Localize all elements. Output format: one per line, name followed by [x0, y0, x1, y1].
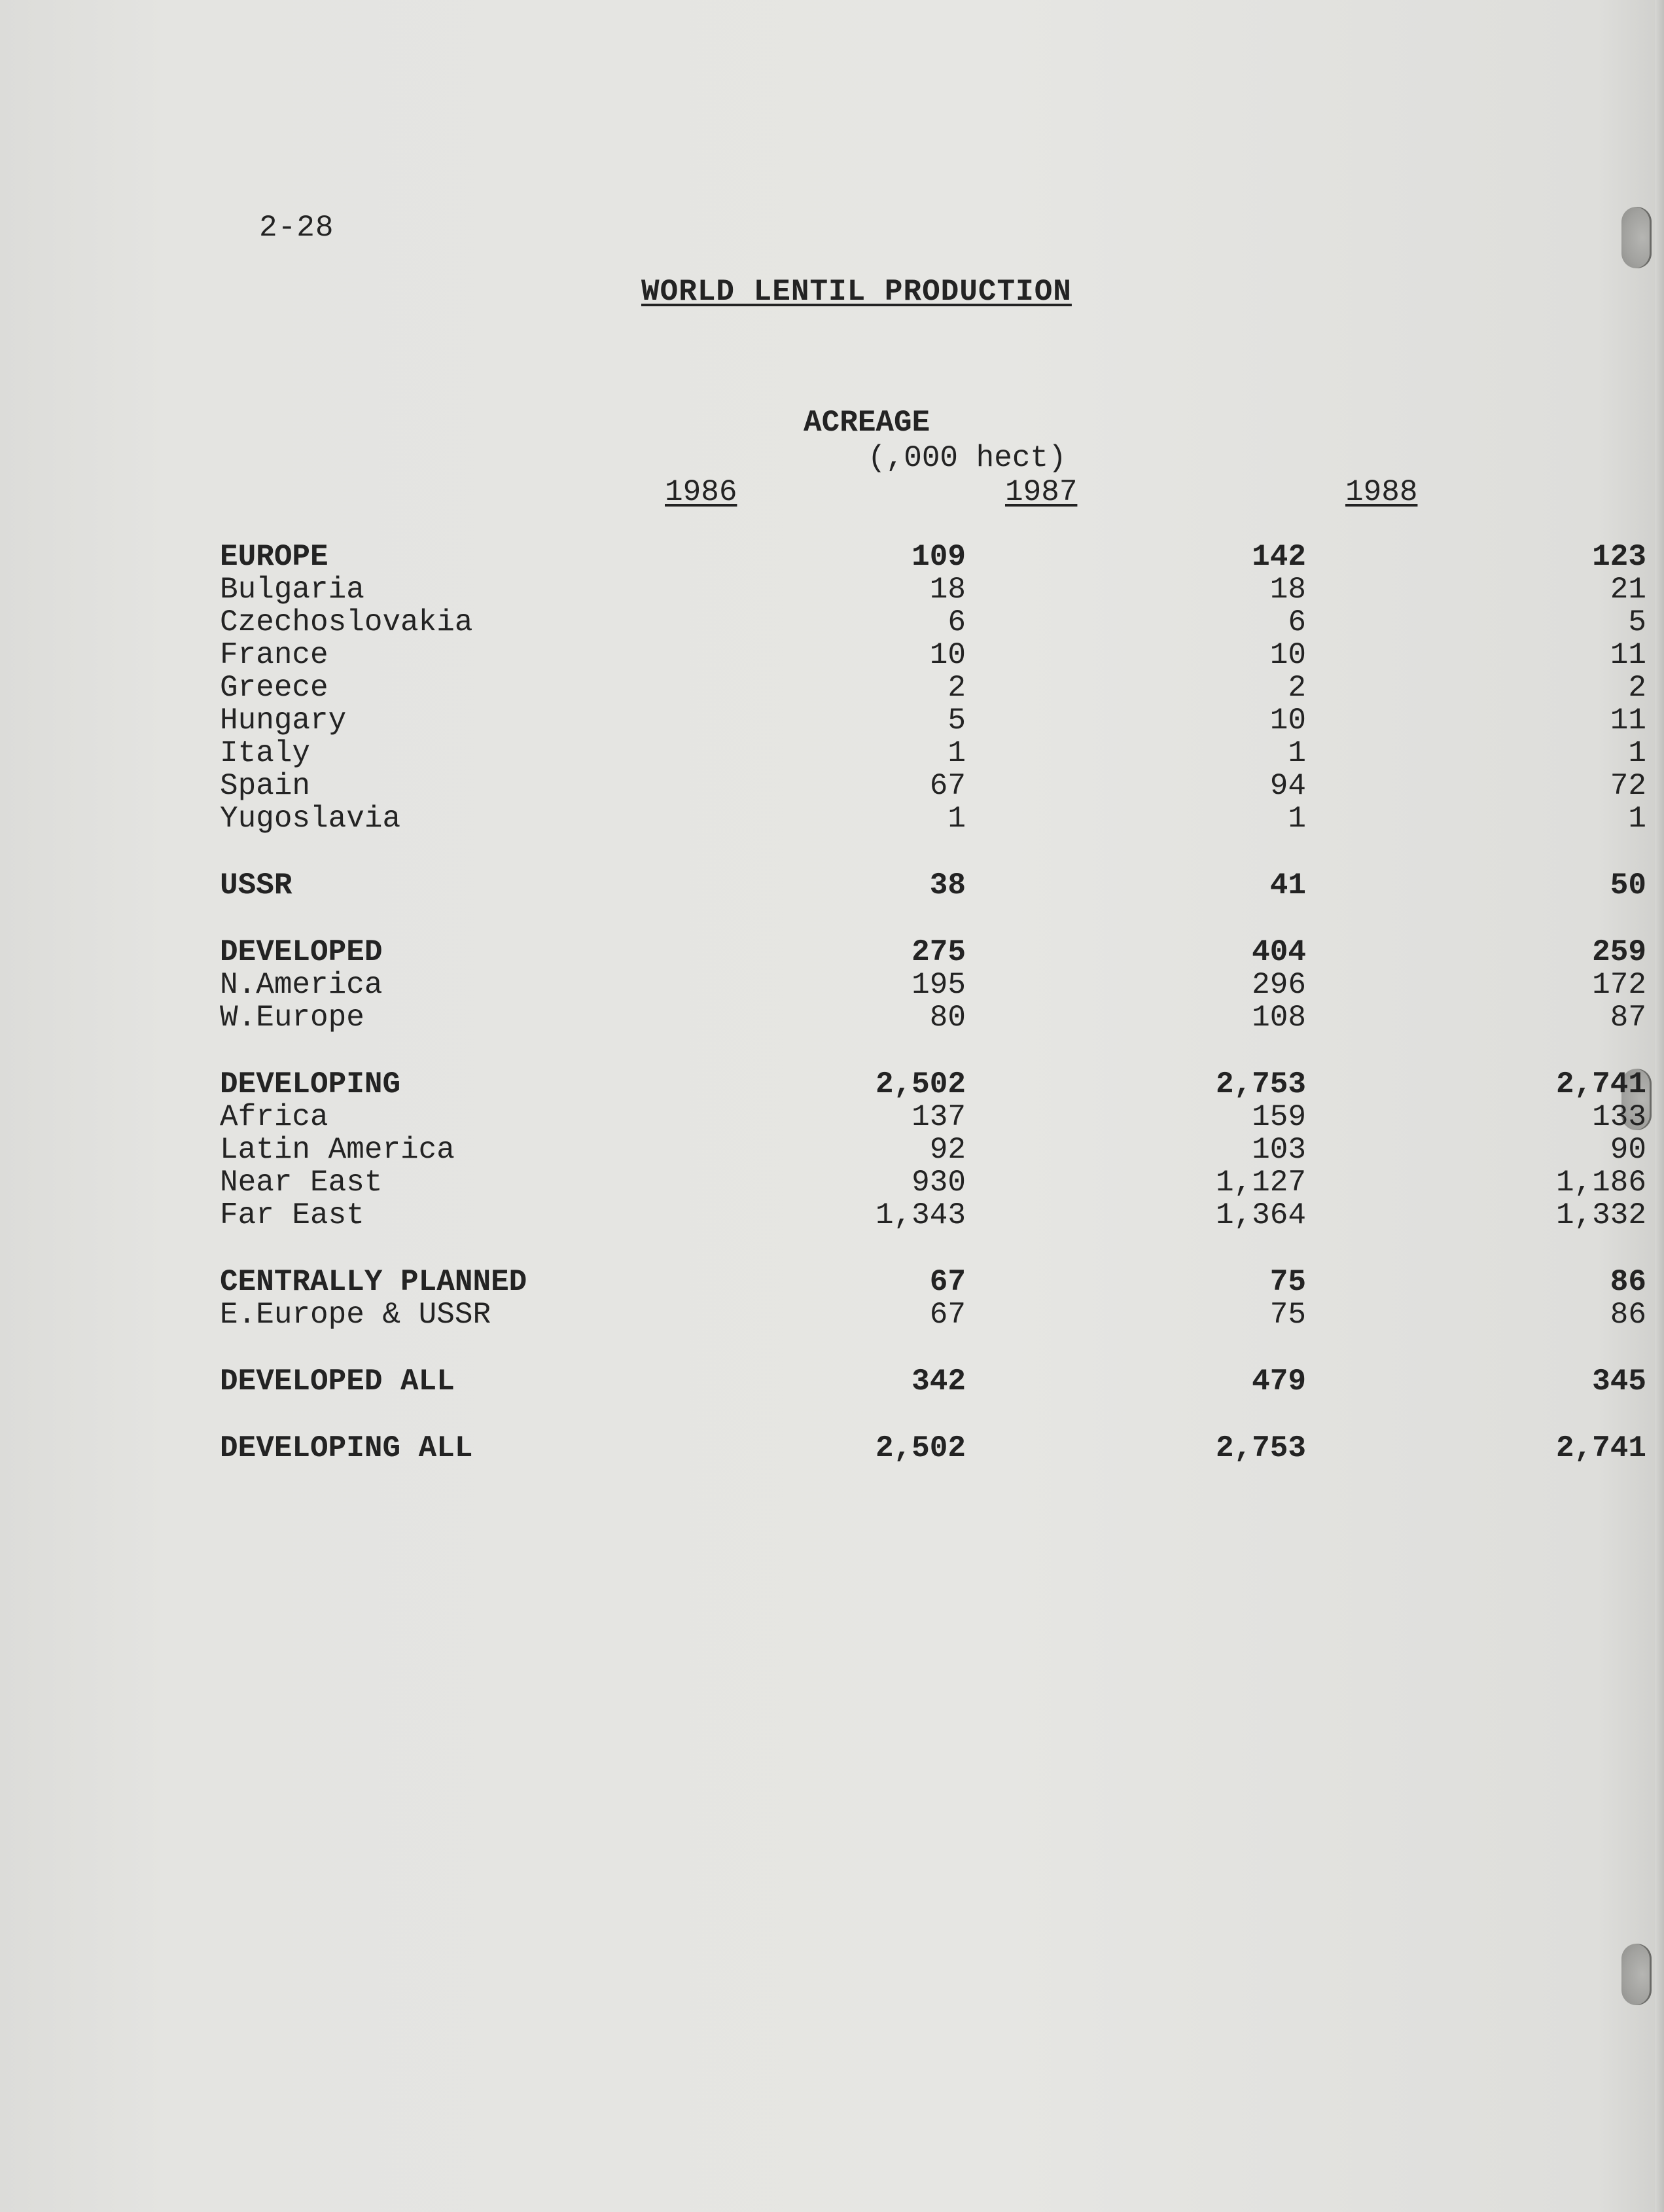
value-cell-1986: 137	[912, 1100, 966, 1134]
value-cell-1988: 1,332	[1555, 1198, 1646, 1232]
year-header-1988: 1988	[1345, 475, 1418, 509]
value-cell-1986: 1,343	[875, 1198, 966, 1232]
row-label: Africa	[220, 1100, 328, 1134]
value-cell-1986: 67	[929, 1298, 966, 1332]
row-label: Latin America	[220, 1133, 455, 1167]
row-label: France	[220, 638, 328, 672]
value-cell-1986: 67	[929, 769, 966, 803]
value-cell-1986: 10	[929, 638, 966, 672]
table-row	[220, 540, 1646, 574]
value-cell-1988: 2,741	[1555, 1431, 1646, 1465]
table-row	[220, 968, 1646, 1002]
value-cell-1986: 18	[929, 573, 966, 607]
value-cell-1987: 1,364	[1215, 1198, 1306, 1232]
value-cell-1986: 38	[929, 868, 966, 902]
table-row	[220, 1365, 1646, 1399]
value-cell-1987: 75	[1269, 1298, 1306, 1332]
value-cell-1988: 87	[1610, 1001, 1646, 1035]
acreage-header: ACREAGE	[804, 406, 930, 440]
value-cell-1986: 92	[929, 1133, 966, 1167]
value-cell-1988: 11	[1610, 704, 1646, 738]
row-label: DEVELOPING ALL	[220, 1431, 473, 1465]
value-cell-1986: 195	[912, 968, 966, 1002]
row-label: W.Europe	[220, 1001, 364, 1035]
table-row	[220, 573, 1646, 607]
value-cell-1987: 159	[1252, 1100, 1306, 1134]
table-row	[220, 935, 1646, 969]
value-cell-1987: 18	[1269, 573, 1306, 607]
value-cell-1988: 123	[1592, 540, 1646, 574]
row-label: DEVELOPED ALL	[220, 1365, 455, 1399]
value-cell-1987: 75	[1269, 1265, 1306, 1299]
table-row	[220, 605, 1646, 639]
table-row	[220, 769, 1646, 803]
page-number: 2-28	[259, 211, 334, 245]
value-cell-1988: 1,186	[1555, 1166, 1646, 1200]
table-row	[220, 1067, 1646, 1101]
value-cell-1987: 142	[1252, 540, 1306, 574]
value-cell-1987: 10	[1269, 638, 1306, 672]
table-row	[220, 868, 1646, 902]
table-row	[220, 1265, 1646, 1299]
row-label: Greece	[220, 671, 328, 705]
value-cell-1986: 1	[947, 802, 966, 836]
value-cell-1987: 103	[1252, 1133, 1306, 1167]
value-cell-1986: 275	[912, 935, 966, 969]
value-cell-1988: 1	[1628, 802, 1646, 836]
table-row	[220, 1431, 1646, 1465]
binder-hole-icon	[1621, 207, 1652, 268]
value-cell-1988: 90	[1610, 1133, 1646, 1167]
value-cell-1987: 1	[1288, 736, 1306, 770]
value-cell-1988: 86	[1610, 1298, 1646, 1332]
value-cell-1988: 259	[1592, 935, 1646, 969]
acreage-table	[220, 540, 1646, 1465]
value-cell-1987: 108	[1252, 1001, 1306, 1035]
table-row	[220, 802, 1646, 836]
value-cell-1988: 2,741	[1555, 1067, 1646, 1101]
table-row	[220, 704, 1646, 738]
value-cell-1988: 1	[1628, 736, 1646, 770]
value-cell-1986: 342	[912, 1365, 966, 1399]
row-label: DEVELOPING	[220, 1067, 401, 1101]
value-cell-1987: 10	[1269, 704, 1306, 738]
value-cell-1986: 2	[947, 671, 966, 705]
table-row	[220, 1001, 1646, 1035]
row-label: Yugoslavia	[220, 802, 401, 836]
value-cell-1988: 11	[1610, 638, 1646, 672]
value-cell-1986: 5	[947, 704, 966, 738]
value-cell-1987: 479	[1252, 1365, 1306, 1399]
page-title: WORLD LENTIL PRODUCTION	[641, 275, 1072, 309]
value-cell-1986: 1	[947, 736, 966, 770]
value-cell-1987: 2,753	[1215, 1431, 1306, 1465]
binder-hole-icon	[1621, 1944, 1652, 2005]
value-cell-1987: 296	[1252, 968, 1306, 1002]
row-label: CENTRALLY PLANNED	[220, 1265, 527, 1299]
table-row	[220, 1100, 1646, 1134]
value-cell-1987: 6	[1288, 605, 1306, 639]
value-cell-1986: 6	[947, 605, 966, 639]
table-row	[220, 736, 1646, 770]
row-label: Near East	[220, 1166, 383, 1200]
value-cell-1986: 80	[929, 1001, 966, 1035]
value-cell-1986: 2,502	[875, 1431, 966, 1465]
value-cell-1988: 345	[1592, 1365, 1646, 1399]
value-cell-1986: 109	[912, 540, 966, 574]
value-cell-1988: 86	[1610, 1265, 1646, 1299]
value-cell-1987: 94	[1269, 769, 1306, 803]
value-cell-1988: 2	[1628, 671, 1646, 705]
table-row	[220, 1198, 1646, 1232]
row-label: Hungary	[220, 704, 347, 738]
value-cell-1988: 72	[1610, 769, 1646, 803]
row-label: Spain	[220, 769, 311, 803]
year-header-1986: 1986	[665, 475, 737, 509]
value-cell-1988: 50	[1610, 868, 1646, 902]
value-cell-1988: 5	[1628, 605, 1646, 639]
row-label: Czechoslovakia	[220, 605, 473, 639]
row-label: DEVELOPED	[220, 935, 383, 969]
value-cell-1987: 1,127	[1215, 1166, 1306, 1200]
row-label: N.America	[220, 968, 383, 1002]
value-cell-1987: 2,753	[1215, 1067, 1306, 1101]
value-cell-1986: 67	[929, 1265, 966, 1299]
value-cell-1987: 2	[1288, 671, 1306, 705]
table-row	[220, 638, 1646, 672]
page-edge-shadow	[1655, 0, 1664, 2212]
row-label: Bulgaria	[220, 573, 364, 607]
value-cell-1986: 2,502	[875, 1067, 966, 1101]
value-cell-1988: 172	[1592, 968, 1646, 1002]
table-row	[220, 671, 1646, 705]
value-cell-1988: 21	[1610, 573, 1646, 607]
value-cell-1986: 930	[912, 1166, 966, 1200]
row-label: E.Europe & USSR	[220, 1298, 491, 1332]
table-row	[220, 1298, 1646, 1332]
row-label: EUROPE	[220, 540, 328, 574]
row-label: USSR	[220, 868, 292, 902]
row-label: Italy	[220, 736, 311, 770]
row-label: Far East	[220, 1198, 364, 1232]
value-cell-1987: 1	[1288, 802, 1306, 836]
value-cell-1987: 404	[1252, 935, 1306, 969]
year-header-1987: 1987	[1005, 475, 1078, 509]
value-cell-1987: 41	[1269, 868, 1306, 902]
value-cell-1988: 133	[1592, 1100, 1646, 1134]
table-row	[220, 1166, 1646, 1200]
unit-label: (,000 hect)	[868, 441, 1067, 475]
table-row	[220, 1133, 1646, 1167]
